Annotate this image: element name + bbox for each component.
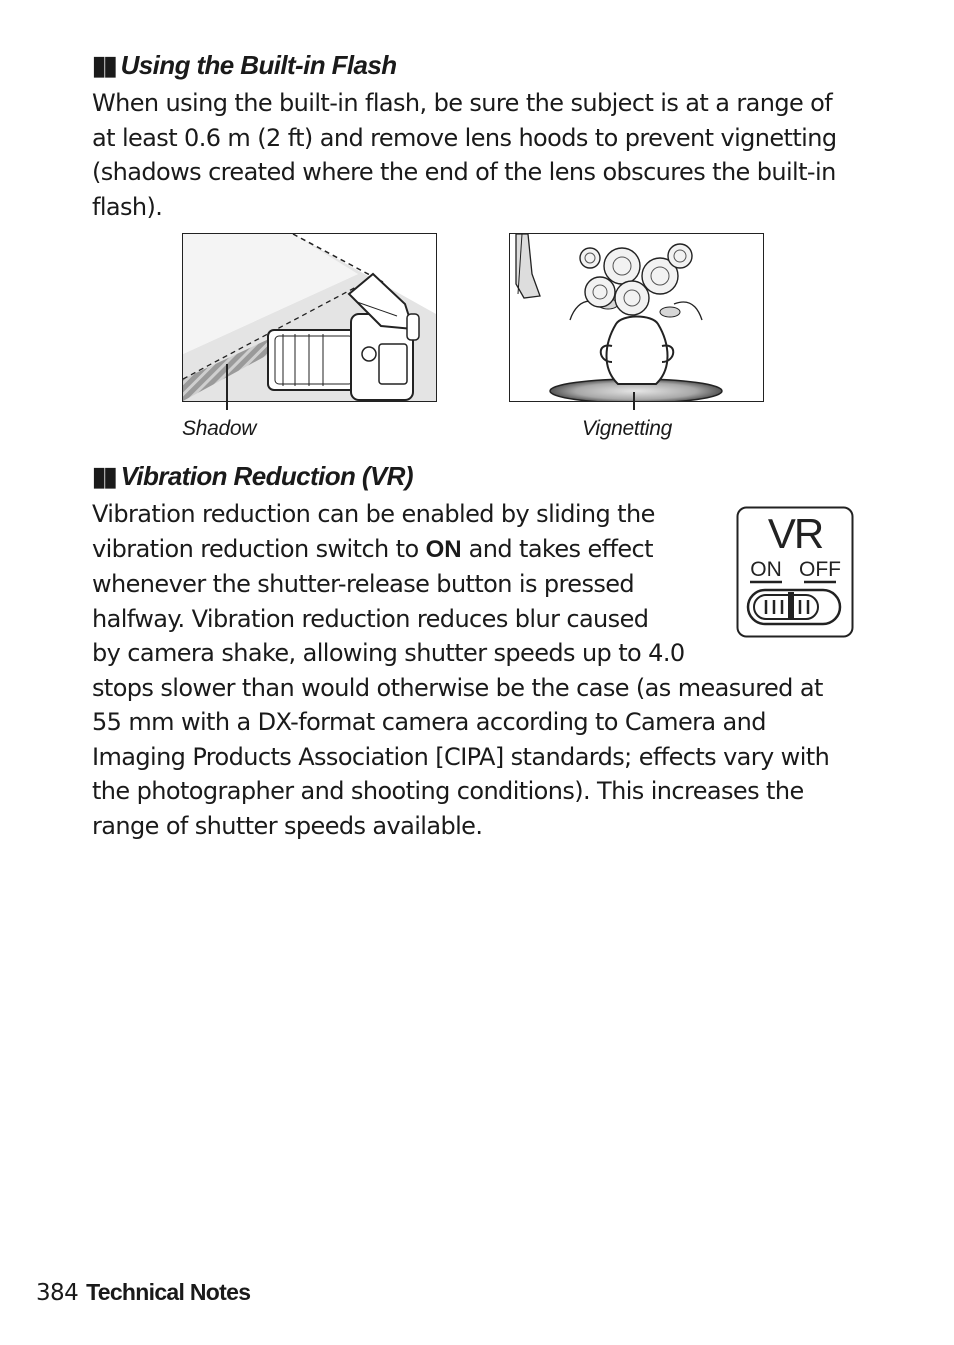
vr-body-text: and takes effect <box>461 534 653 563</box>
flash-section-heading <box>92 50 397 81</box>
camera-shadow-drawing <box>183 234 436 401</box>
vr-body-line: range of shutter speeds available. <box>92 811 483 840</box>
flash-body-line: (shadows created where the end of the lens obscures the built-in <box>92 158 836 186</box>
section-marker-icon: ▮▮ <box>92 461 115 491</box>
vr-body-line: Vibration reduction can be enabled by sliding the <box>92 500 655 528</box>
vr-body-line <box>92 532 829 568</box>
page-footer <box>36 1279 250 1306</box>
vr-body-line: halfway. Vibration reduction reduces blur caused <box>92 604 649 633</box>
vignetting-pointer-line <box>633 392 635 410</box>
shadow-illustration <box>182 233 437 402</box>
flash-section-body <box>92 86 837 224</box>
section-marker-icon: ▮▮ <box>92 50 115 80</box>
shadow-pointer-line <box>226 364 228 410</box>
vignetting-illustration <box>509 233 764 402</box>
flash-section-title: Using the Built-in Flash <box>120 50 397 80</box>
vr-body-line: Imaging Products Association [CIPA] standards; effects vary with <box>92 742 830 771</box>
flash-body-line: When using the built-in flash, be sure the subject is at a range of <box>92 89 833 117</box>
flash-body-line: flash). <box>92 192 163 221</box>
vr-body-text: vibration reduction switch to <box>92 534 426 563</box>
vase-vignetting-drawing <box>510 234 763 401</box>
vr-section-body <box>92 497 829 843</box>
vr-icon-off-label: OFF <box>799 558 841 581</box>
vr-icon-on-label: ON <box>750 558 782 581</box>
vr-switch-icon <box>736 506 854 638</box>
flash-body-line: at least 0.6 m (2 ft) and remove lens hoods to prevent vignetting <box>92 123 837 152</box>
page-number: 384 <box>36 1280 79 1306</box>
footer-section-title: Technical Notes <box>86 1279 251 1305</box>
vr-section-heading <box>92 461 413 492</box>
vr-body-line: the photographer and shooting conditions). This increases the <box>92 777 804 805</box>
vr-body-line: by camera shake, allowing shutter speeds up to 4.0 <box>92 639 685 667</box>
vr-body-line: stops slower than would otherwise be the case (as measured at <box>92 673 823 702</box>
vr-section-title: Vibration Reduction (VR) <box>120 461 413 491</box>
vr-body-line: 55 mm with a DX-format camera according to Camera and <box>92 708 766 736</box>
on-switch-label: ON <box>425 535 462 563</box>
vr-body-line: whenever the shutter-release button is pressed <box>92 570 635 598</box>
vignetting-caption: Vignetting <box>582 417 673 440</box>
vr-icon-title: VR <box>767 510 823 557</box>
shadow-caption: Shadow <box>182 417 257 440</box>
